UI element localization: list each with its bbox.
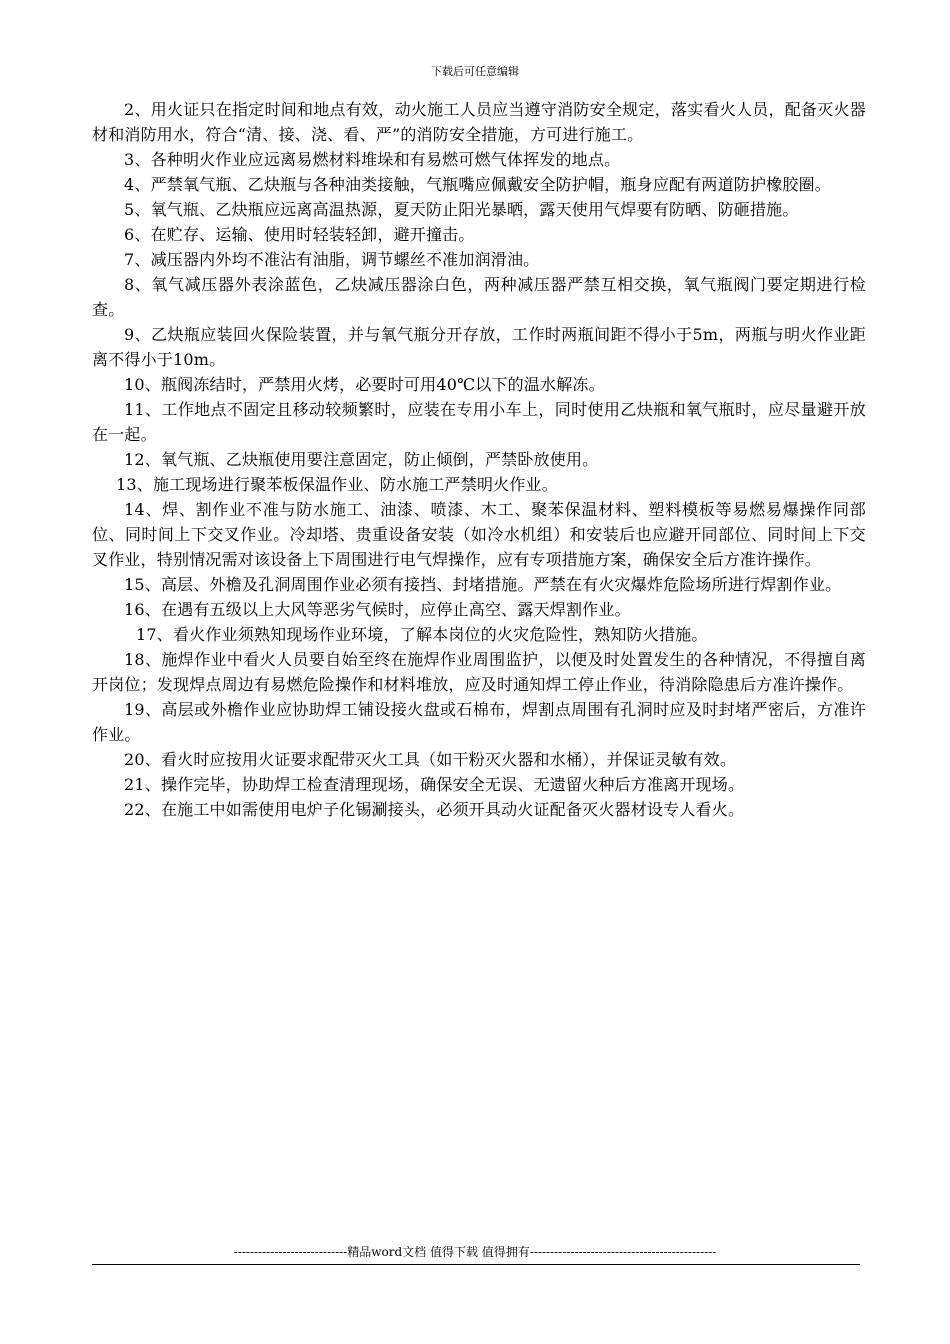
paragraph-11: 11、工作地点不固定且移动较频繁时，应装在专用小车上，同时使用乙炔瓶和氧气瓶时，应尽量避开放在一起。 <box>92 400 866 444</box>
paragraph-14: 14、焊、割作业不准与防水施工、油漆、喷漆、木工、聚苯保温材料、塑料模板等易燃易爆操作同部位、同时间上下交叉作业。冷却塔、贵重设备安装（如冷水机组）和安装后也应避开同部位、同时间上下交叉作业，特别情况需对该设备上下周围进行电气焊操作，应有专项措施方案，确保安全后方准许操作。 <box>92 500 866 569</box>
paragraph-20: 20、看火时应按用火证要求配带灭火工具（如干粉灭火器和水桶），并保证灵敏有效。 <box>124 750 737 769</box>
paragraph-15: 15、高层、外檐及孔洞周围作业必须有接挡、封堵措施。严禁在有火灾爆炸危险场所进行焊割作业。 <box>124 575 842 594</box>
paragraph-4: 4、严禁氧气瓶、乙炔瓶与各种油类接触，气瓶嘴应佩戴安全防护帽，瓶身应配有两道防护橡胶圈。 <box>124 175 831 194</box>
paragraph-9: 9、乙炔瓶应装回火保险装置，并与氧气瓶分开存放，工作时两瓶间距不得小于5m，两瓶与明火作业距离不得小于10m。 <box>92 325 866 369</box>
paragraph-21: 21、操作完毕，协助焊工检查清理现场，确保安全无误、无遗留火种后方准离开现场。 <box>124 775 745 794</box>
paragraph-22: 22、在施工中如需使用电炉子化锡涮接头，必须开具动火证配备灭火器材设专人看火。 <box>124 800 745 819</box>
footer-divider <box>92 1264 860 1265</box>
paragraph-18: 18、施焊作业中看火人员要自始至终在施焊作业周围监护，以便及时处置发生的各种情况，不得擅自离开岗位；发现焊点周边有易燃危险操作和材料堆放，应及时通知焊工停止作业，待消除隐患后方准许操作。 <box>92 650 866 694</box>
paragraph-3: 3、各种明火作业应远离易燃材料堆垛和有易燃可燃气体挥发的地点。 <box>124 150 621 169</box>
document-body <box>92 97 866 822</box>
paragraph-12: 12、氧气瓶、乙炔瓶使用要注意固定，防止倾倒，严禁卧放使用。 <box>124 450 599 469</box>
page-header-note: 下载后可任意编辑 <box>431 65 519 78</box>
paragraph-7: 7、减压器内外均不准沾有油脂，调节螺丝不准加润滑油。 <box>124 250 540 269</box>
paragraph-19: 19、高层或外檐作业应协助焊工铺设接火盘或石棉布，焊割点周围有孔洞时应及时封堵严密后，方准许作业。 <box>92 700 866 744</box>
paragraph-13: 13、施工现场进行聚苯板保温作业、防水施工严禁明火作业。 <box>116 475 558 494</box>
paragraph-6: 6、在贮存、运输、使用时轻装轻卸，避开撞击。 <box>124 225 475 244</box>
paragraph-5: 5、氧气瓶、乙炔瓶应远离高温热源，夏天防止阳光暴晒，露天使用气焊要有防晒、防砸措施。 <box>124 200 799 219</box>
page-footer-note: ----------------------------精品word文档 值得下载 值得拥有---------------------------------------------- <box>233 1245 717 1259</box>
paragraph-16: 16、在遇有五级以上大风等恶劣气候时，应停止高空、露天焊割作业。 <box>124 600 631 619</box>
paragraph-17: 17、看火作业须熟知现场作业环境，了解本岗位的火灾危险性，熟知防火措施。 <box>136 625 708 644</box>
paragraph-8: 8、氧气减压器外表涂蓝色，乙炔减压器涂白色，两种减压器严禁互相交换，氧气瓶阀门要定期进行检查。 <box>92 275 866 319</box>
paragraph-2: 2、用火证只在指定时间和地点有效，动火施工人员应当遵守消防安全规定，落实看火人员，配备灭火器材和消防用水，符合“清、接、浇、看、严”的消防安全措施，方可进行施工。 <box>92 100 866 144</box>
paragraph-10: 10、瓶阀冻结时，严禁用火烤，必要时可用40℃以下的温水解冻。 <box>124 375 605 394</box>
